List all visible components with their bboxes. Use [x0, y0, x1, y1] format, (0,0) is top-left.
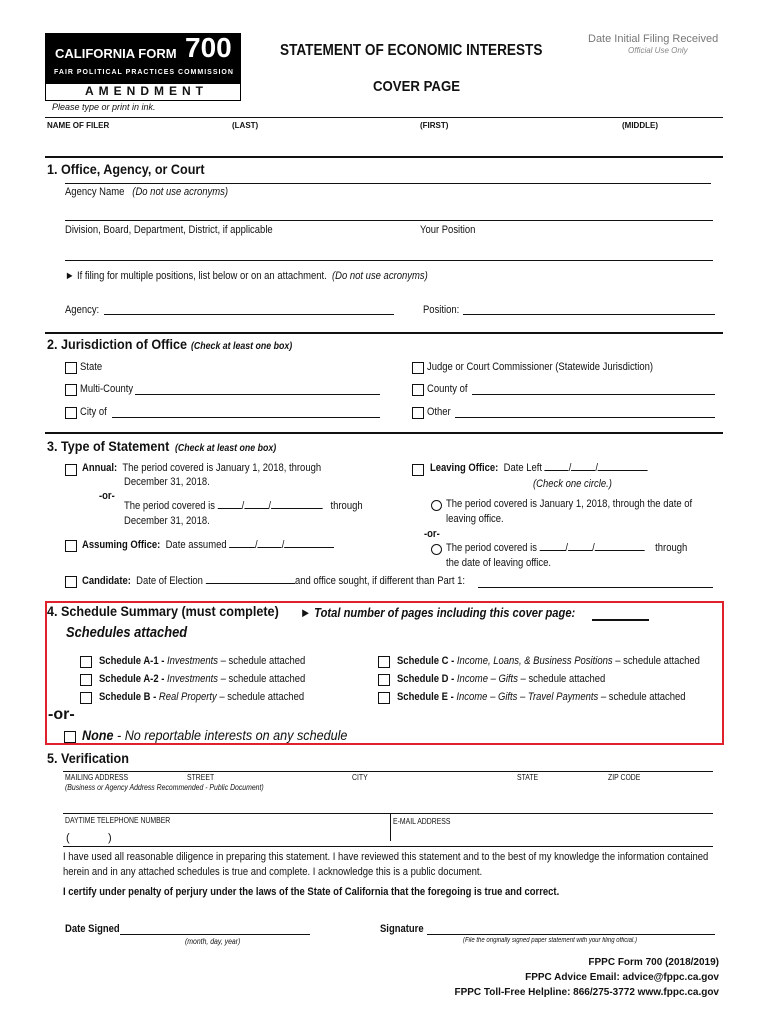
candidate-checkbox[interactable] [65, 576, 77, 588]
multiple-positions-note: ► If filing for multiple positions, list below or on an attachment. (Do not use acronyms) [65, 270, 428, 282]
position-additional-field[interactable] [463, 314, 715, 315]
county-checkbox[interactable] [412, 384, 424, 396]
agency-name-label: Agency Name (Do not use acronyms) [65, 186, 228, 198]
leaving-option2-text: The period covered is / / through [446, 542, 688, 554]
assumed-month-field[interactable] [229, 547, 255, 548]
annual-date: December 31, 2018. [124, 476, 210, 488]
other-checkbox[interactable] [412, 407, 424, 419]
left-month-field[interactable] [545, 470, 569, 471]
other-field[interactable] [455, 417, 715, 418]
footer-email: FPPC Advice Email: advice@fppc.ca.gov [525, 972, 719, 983]
phone-field[interactable] [118, 828, 386, 842]
divider [63, 813, 713, 814]
position-line[interactable] [65, 260, 713, 261]
multi-county-field[interactable] [135, 394, 380, 395]
agency-name-line[interactable] [65, 183, 711, 184]
annual-text: Annual: The period covered is January 1, 2018, through [82, 462, 322, 474]
city-field[interactable] [112, 417, 380, 418]
divider [45, 156, 723, 158]
filer-last-label: (LAST) [232, 121, 259, 130]
phone-area-open: ( [66, 832, 70, 844]
agency-additional-field[interactable] [104, 314, 394, 315]
section5-title: 5. Verification [47, 750, 129, 766]
schedule-c-checkbox[interactable] [378, 656, 390, 668]
signature-label: Signature [380, 923, 424, 935]
divider [45, 432, 723, 434]
divider [45, 117, 723, 118]
partial-period-text: The period covered is / / through [124, 500, 363, 512]
county-label: County of [427, 383, 468, 395]
schedule-c-label: Schedule C - Income, Loans, & Business Positions – schedule attached [397, 655, 700, 667]
multi-county-label: Multi-County [80, 383, 134, 395]
city-address-label: CITY [352, 773, 368, 782]
division-line[interactable] [65, 220, 713, 221]
footer-helpline: FPPC Toll-Free Helpline: 866/275-3772 www.fppc.ca.gov [454, 987, 719, 998]
schedule-a1-checkbox[interactable] [80, 656, 92, 668]
schedule-a2-checkbox[interactable] [80, 674, 92, 686]
position-additional-label: Position: [423, 304, 460, 316]
candidate-text: Candidate: Date of Election and office sought, if different than Part 1: [82, 575, 466, 587]
leaving-option1-text: The period covered is January 1, 2018, through the date of [446, 498, 693, 510]
filer-label: NAME OF FILER [47, 121, 110, 130]
leaving-option1-text2: leaving office. [446, 513, 504, 525]
partial-month-field[interactable] [218, 508, 242, 509]
multi-county-checkbox[interactable] [65, 384, 77, 396]
or-separator: -or- [424, 528, 440, 540]
signature-note: (File the originally signed paper statement with your filing official.) [463, 937, 638, 944]
filer-first-label: (FIRST) [420, 121, 449, 130]
verification-statement-line1: I have used all reasonable diligence in preparing this statement. I have reviewed this statement and to the best of my knowledge the information contained [63, 851, 709, 863]
schedule-d-checkbox[interactable] [378, 674, 390, 686]
form-title: STATEMENT OF ECONOMIC INTERESTS [280, 42, 543, 59]
phone-label: DAYTIME TELEPHONE NUMBER [65, 816, 171, 825]
section2-heading: 2. Jurisdiction of Office (Check at least one box) [47, 336, 293, 352]
partial-period-end: December 31, 2018. [124, 515, 210, 527]
other-label: Other [427, 406, 451, 418]
schedules-attached-label: Schedules attached [66, 624, 188, 641]
verification-statement-line2: herein and in any attached schedules is true and complete. I acknowledge this is a public document. [63, 866, 483, 878]
mailing-address-label: MAILING ADDRESS [65, 773, 129, 782]
section3-heading: 3. Type of Statement (Check at least one box) [47, 438, 277, 454]
city-checkbox[interactable] [65, 407, 77, 419]
received-label: Date Initial Filing Received [588, 33, 719, 45]
date-signed-field[interactable] [120, 934, 310, 935]
schedule-e-checkbox[interactable] [378, 692, 390, 704]
schedule-d-label: Schedule D - Income – Gifts – schedule attached [397, 673, 606, 685]
or-separator: -or- [48, 706, 75, 723]
leaving-day-field[interactable] [568, 550, 592, 551]
amendment-label: AMENDMENT [85, 84, 208, 98]
leaving-option2-radio[interactable] [431, 544, 442, 555]
street-label: STREET [187, 773, 215, 782]
leaving-text: Leaving Office: Date Left / / [430, 462, 648, 474]
schedule-b-label: Schedule B - Real Property – schedule attached [99, 691, 305, 703]
annual-checkbox[interactable] [65, 464, 77, 476]
election-date-field[interactable] [206, 583, 295, 584]
judge-checkbox[interactable] [412, 362, 424, 374]
filer-middle-label: (MIDDLE) [622, 121, 658, 130]
divider [63, 846, 713, 847]
state-label: State [80, 361, 103, 373]
assumed-year-field[interactable] [284, 547, 334, 548]
schedule-e-label: Schedule E - Income – Gifts – Travel Payments – schedule attached [397, 691, 686, 703]
commission-label: FAIR POLITICAL PRACTICES COMMISSION [54, 69, 234, 76]
certify-statement: I certify under penalty of perjury under the laws of the State of California that the foregoing is true and correct. [63, 886, 560, 898]
check-one-note: (Check one circle.) [533, 478, 612, 490]
leaving-option2-text2: the date of leaving office. [446, 557, 552, 569]
schedule-a1-label: Schedule A-1 - Investments – schedule attached [99, 655, 306, 667]
none-label: None - No reportable interests on any schedule [82, 727, 348, 743]
form-subtitle: COVER PAGE [373, 78, 461, 95]
email-label: E-MAIL ADDRESS [393, 817, 451, 826]
divider [45, 332, 723, 334]
left-year-field[interactable] [598, 470, 648, 471]
leaving-month-field[interactable] [540, 550, 566, 551]
agency-additional-label: Agency: [65, 304, 100, 316]
left-day-field[interactable] [571, 470, 595, 471]
phone-area-close: ) [108, 832, 112, 844]
date-signed-label: Date Signed [65, 923, 120, 935]
state-address-label: STATE [517, 773, 539, 782]
city-label: City of [80, 406, 107, 418]
total-pages-field[interactable] [592, 619, 649, 621]
partial-year-field[interactable] [271, 508, 323, 509]
section1-title: 1. Office, Agency, or Court [47, 161, 205, 177]
leaving-year-field[interactable] [595, 550, 645, 551]
section4-title: 4. Schedule Summary (must complete) [47, 603, 279, 619]
state-checkbox[interactable] [65, 362, 77, 374]
division-label: Division, Board, Department, District, if applicable [65, 224, 273, 236]
email-field[interactable] [393, 828, 711, 842]
position-label: Your Position [420, 224, 476, 236]
assumed-day-field[interactable] [258, 547, 282, 548]
filer-name-field[interactable] [45, 132, 723, 156]
office-sought-field[interactable] [478, 587, 713, 588]
judge-label: Judge or Court Commissioner (Statewide Jurisdiction) [427, 361, 654, 373]
official-use-label: Official Use Only [628, 46, 688, 55]
date-format-note: (month, day, year) [185, 937, 241, 946]
form-label: CALIFORNIA FORM [55, 46, 177, 61]
phone-email-divider [390, 813, 391, 841]
leaving-option1-radio[interactable] [431, 500, 442, 511]
form-number: 700 [185, 32, 232, 63]
none-checkbox[interactable] [64, 731, 76, 743]
mailing-address-note: (Business or Agency Address Recommended - Public Document) [65, 783, 264, 792]
or-separator: -or- [99, 490, 115, 502]
assuming-text: Assuming Office: Date assumed / / [82, 539, 334, 551]
assuming-checkbox[interactable] [65, 540, 77, 552]
instructions: Please type or print in ink. [52, 102, 156, 112]
footer-form: FPPC Form 700 (2018/2019) [588, 957, 719, 968]
leaving-checkbox[interactable] [412, 464, 424, 476]
schedule-a2-label: Schedule A-2 - Investments – schedule attached [99, 673, 306, 685]
total-pages-label: ► Total number of pages including this cover page: [300, 605, 576, 620]
county-field[interactable] [472, 394, 715, 395]
schedule-b-checkbox[interactable] [80, 692, 92, 704]
signature-field[interactable] [427, 934, 715, 935]
mailing-address-line[interactable] [63, 771, 713, 772]
partial-day-field[interactable] [244, 508, 268, 509]
zip-label: ZIP CODE [608, 773, 641, 782]
